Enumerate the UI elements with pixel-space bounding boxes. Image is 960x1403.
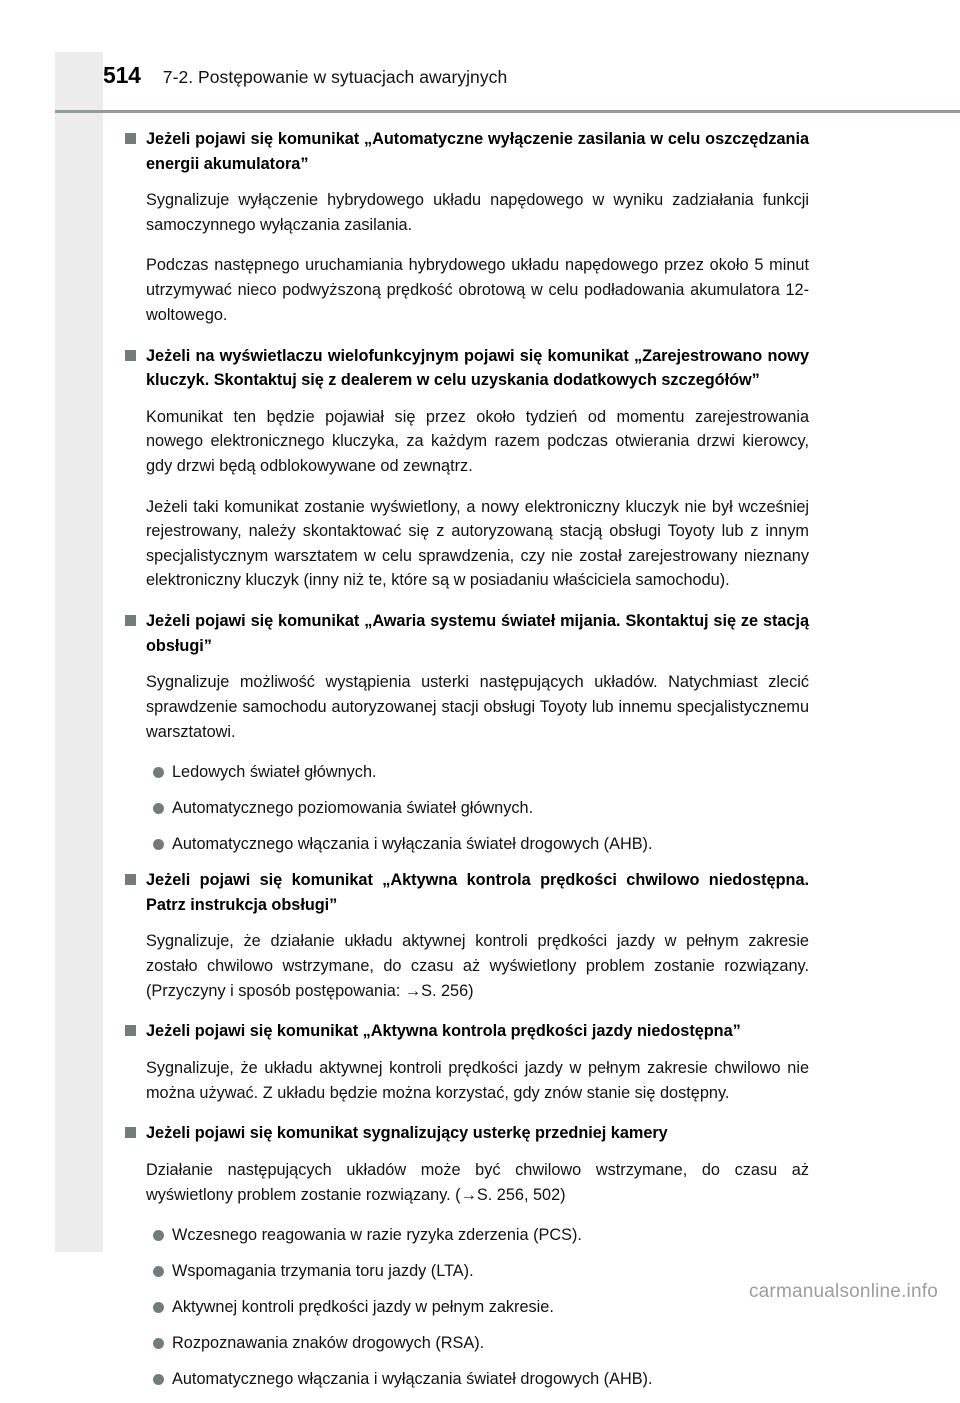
round-bullet-icon: [153, 803, 164, 814]
topic-heading: Jeżeli pojawi się komunikat sygnalizujący usterkę przedniej kamery: [146, 1124, 668, 1143]
list-item-label: Automatycznego włączania i wyłączania świateł drogowych (AHB).: [172, 835, 653, 854]
header-divider: [55, 110, 960, 113]
list-item: [153, 1331, 809, 1355]
body-paragraph: Podczas następnego uruchamiania hybrydowego układu napędowego przez około 5 minut utrzymywać nieco podwyższoną prędkość obrotową w celu podładowania akumulatora 12-woltowego.: [146, 256, 809, 324]
topic-heading: Jeżeli na wyświetlaczu wielofunkcyjnym pojawi się komunikat „Zarejestrowano nowy kluczyk. Skontaktuj się z dealerem w celu uzyskania dodatkowych szczegółów”: [146, 346, 809, 390]
round-bullet-icon: [153, 1374, 164, 1385]
round-bullet-icon: [153, 1338, 164, 1349]
body-paragraph: Działanie następujących układów może być chwilowo wstrzymane, do czasu aż wyświetlony problem zostanie rozwiązany. (→S. 256, 502): [146, 1160, 809, 1204]
list-item-label: Aktywnej kontroli prędkości jazdy w pełnym zakresie.: [172, 1298, 554, 1317]
square-bullet-icon: [125, 350, 136, 361]
topic-heading-row: [125, 127, 809, 176]
topic-heading: Jeżeli pojawi się komunikat „Awaria systemu świateł mijania. Skontaktuj się ze stacją obsługi”: [146, 612, 809, 655]
topic-heading-row: [125, 344, 809, 393]
content-block: [125, 127, 809, 327]
square-bullet-icon: [125, 133, 136, 144]
square-bullet-icon: [125, 615, 136, 626]
body-paragraph: Sygnalizuje możliwość wystąpienia usterki następujących układów. Natychmiast zlecić sprawdzenie samochodu autoryzowanej stacji obsługi Toyoty lub innemu specjalistycznemu warsztatowi.: [146, 673, 809, 741]
list-item: [153, 1223, 809, 1247]
square-bullet-icon: [125, 874, 136, 885]
page-edge-tab-band: [55, 52, 103, 1252]
list-item-label: Rozpoznawania znaków drogowych (RSA).: [172, 1334, 485, 1353]
body-paragraph: Jeżeli taki komunikat zostanie wyświetlony, a nowy elektroniczny kluczyk nie był wcześniej rejestrowany, należy skontaktować się z autoryzowaną stacją obsługi Toyoty lub z innym specjalistycznym warsztatem w celu sprawdzenia, czy nie został zarejestrowany nieznany elektroniczny kluczyk (inny niż te, które są w posiadaniu właściciela samochodu).: [146, 497, 809, 590]
round-bullet-icon: [153, 1302, 164, 1313]
topic-heading-row: [125, 868, 809, 917]
section-title: 7-2. Postępowanie w sytuacjach awaryjnych: [162, 67, 508, 87]
round-bullet-icon: [153, 767, 164, 778]
list-item-label: Ledowych świateł głównych.: [172, 763, 377, 782]
content-block: [125, 609, 809, 856]
page-number: 514: [103, 62, 141, 88]
body-paragraph: Sygnalizuje, że układu aktywnej kontroli prędkości jazdy w pełnym zakresie chwilowo nie można używać. Z układu będzie można korzystać, gdy znów stanie się dostępny.: [146, 1058, 809, 1102]
list-item-label: Wczesnego reagowania w razie ryzyka zderzenia (PCS).: [172, 1226, 582, 1245]
list-item-label: Automatycznego poziomowania świateł głównych.: [172, 799, 534, 818]
body-paragraph: Komunikat ten będzie pojawiał się przez około tydzień od momentu zarejestrowania nowego elektronicznego kluczyka, za każdym razem podczas otwierania drzwi kierowcy, gdy drzwi będą odblokowywane od zewnątrz.: [146, 407, 809, 475]
square-bullet-icon: [125, 1025, 136, 1036]
topic-heading-row: [125, 609, 809, 658]
topic-heading-row: [125, 1019, 809, 1044]
content-block: [125, 1121, 809, 1391]
topic-heading: Jeżeli pojawi się komunikat „Automatyczne wyłączenie zasilania w celu oszczędzania energii akumulatora”: [146, 130, 809, 173]
list-item-label: Automatycznego włączania i wyłączania świateł drogowych (AHB).: [172, 1370, 653, 1389]
content-block: [125, 1019, 809, 1105]
body-paragraph: Sygnalizuje wyłączenie hybrydowego układu napędowego w wyniku zadziałania funkcji samoczynnego wyłączania zasilania.: [146, 191, 809, 234]
round-bullet-icon: [153, 1266, 164, 1277]
list-item: [153, 1259, 809, 1283]
bullet-list: [153, 1223, 809, 1391]
list-item-label: Wspomagania trzymania toru jazdy (LTA).: [172, 1262, 474, 1281]
round-bullet-icon: [153, 1230, 164, 1241]
bullet-list: [153, 760, 809, 856]
topic-heading-row: [125, 1121, 809, 1146]
topic-heading: Jeżeli pojawi się komunikat „Aktywna kontrola prędkości chwilowo niedostępna. Patrz instrukcja obsługi”: [146, 871, 809, 914]
square-bullet-icon: [125, 1127, 136, 1138]
list-item: [153, 1295, 809, 1319]
list-item: [153, 832, 809, 856]
round-bullet-icon: [153, 839, 164, 850]
list-item: [153, 760, 809, 784]
list-item: [153, 1367, 809, 1391]
topic-heading: Jeżeli pojawi się komunikat „Aktywna kontrola prędkości jazdy niedostępna”: [146, 1022, 741, 1041]
page-content: [125, 127, 809, 1403]
watermark: carmanualsonline.info: [748, 1281, 938, 1302]
list-item: [153, 796, 809, 820]
content-block: [125, 868, 809, 1003]
page-header: [103, 62, 853, 104]
content-block: [125, 344, 809, 593]
body-paragraph: Sygnalizuje, że działanie układu aktywnej kontroli prędkości jazdy w pełnym zakresie zostało chwilowo wstrzymane, do czasu aż wyświetlony problem zostanie rozwiązany. (Przyczyny i sposób postępowania: →S. 256): [146, 932, 809, 1000]
